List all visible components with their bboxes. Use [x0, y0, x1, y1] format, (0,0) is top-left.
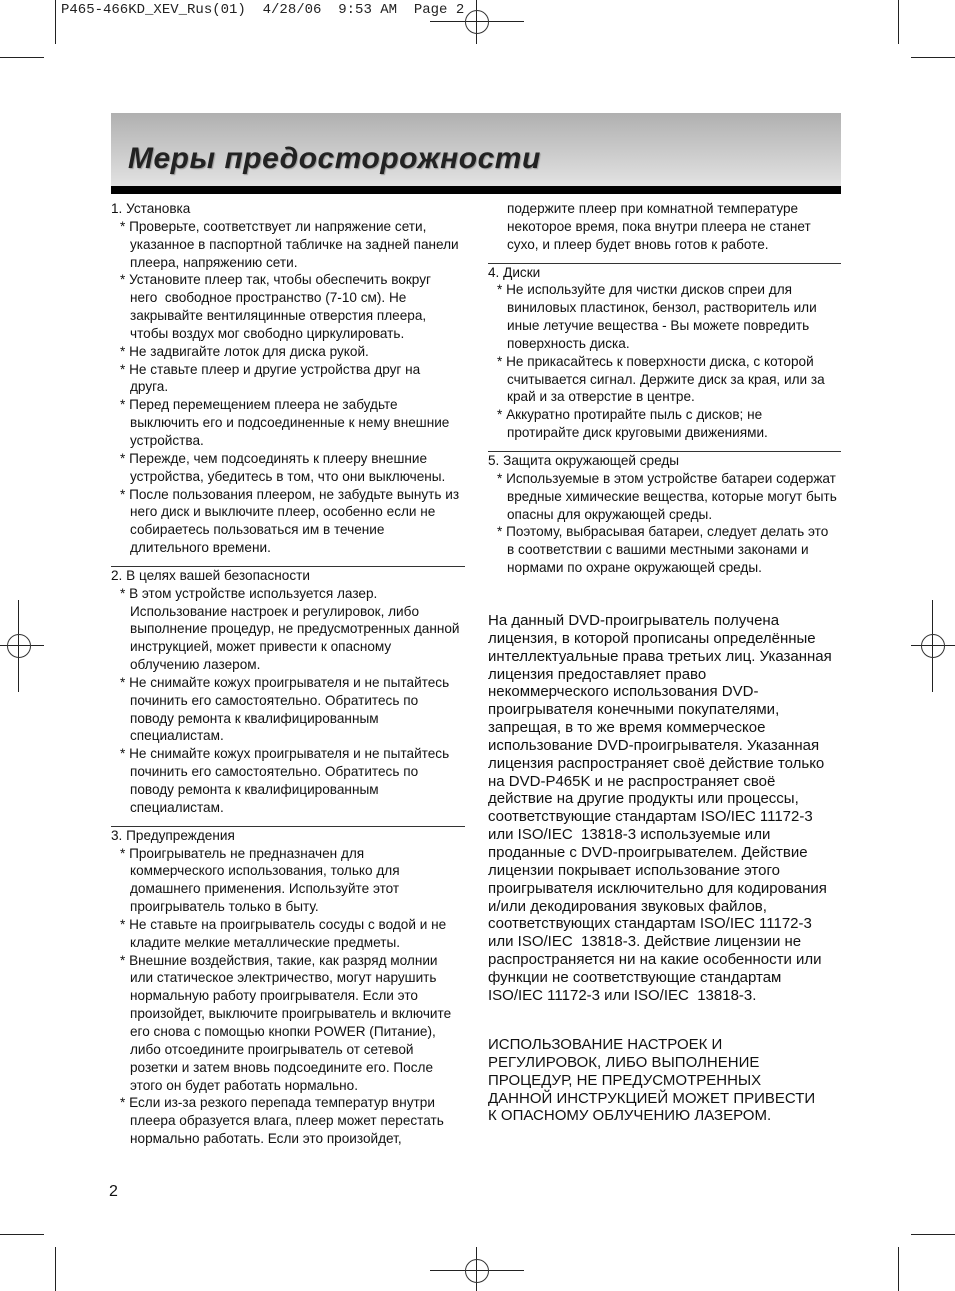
paragraph-line: проигрывателя исключительно для кодирования	[488, 879, 827, 897]
bullet-item-line: край и за отверстие в центре.	[507, 389, 695, 405]
section	[111, 826, 465, 1148]
bullet-item-line: выполнение процедур, не предусмотренных данной	[130, 621, 460, 637]
bullet-item-line: выключить его и подсоединенные к нему внешние	[130, 415, 450, 431]
bullet-item-line: * Используемые в этом устройстве батареи содержат	[497, 470, 836, 486]
license-paragraph	[488, 612, 848, 1005]
print-slug: P465-466KD_XEV_Rus(01) 4/28/06 9:53 AM Page 2	[61, 2, 465, 18]
paragraph-line: лицензия распространяет своё действие только	[488, 754, 825, 772]
paragraph-line: интеллектуальные права третьих лиц. Указанная	[488, 647, 832, 665]
paragraph-line: на DVD-P465K и не распространяет своё	[488, 772, 776, 790]
registration-circle-icon	[465, 10, 489, 34]
bullet-item-line: * Внешние воздействия, такие, как разряд молнии	[120, 952, 438, 968]
bullet-item-line: инструкцией, может привести к опасному	[130, 639, 392, 655]
bullet-item-line: закрывайте вентиляцинные отверстия плеера,	[130, 308, 427, 324]
bullet-item-line: * Поэтому, выбрасывая батареи, следует делать это	[497, 524, 829, 540]
section	[488, 200, 841, 254]
bullet-item-line: нормами по охране окружающей среды.	[507, 560, 762, 576]
bullet-item-line: починить его самостоятельно. Обратитесь по	[130, 764, 419, 780]
continued-text: сухо, и плеер будет вновь готов к работе.	[507, 236, 769, 252]
right-column	[488, 200, 841, 577]
paragraph-line: лицензии покрывает использование этого	[488, 861, 780, 879]
paragraph-line: действие на другие продукты или процессы,	[488, 790, 799, 808]
crop-mark	[898, 1247, 899, 1291]
bullet-item-line: * Не снимайте кожух проигрывателя и не пытайтесь	[120, 746, 450, 762]
warning-line: ПРОЦЕДУР, НЕ ПРЕДУСМОТРЕННЫХ	[488, 1071, 762, 1089]
bullet-item-line: поводу ремонта к квалифицированным	[130, 710, 379, 726]
bullet-item-line: * В этом устройстве используется лазер.	[120, 585, 378, 601]
bullet-item-line: опасны для окружающей среды.	[507, 506, 713, 522]
bullet-item-line: домашнего применения. Используйте этот	[130, 881, 400, 897]
bullet-item-line: него свободное пространство (7-10 см). Не	[130, 290, 407, 306]
paragraph-line: проигрывателя конечными покупателями,	[488, 701, 780, 719]
warning-line: ДАННОЙ ИНСТРУКЦИЕЙ МОЖЕТ ПРИВЕСТИ	[488, 1089, 816, 1107]
section-heading: 5. Защита окружающей среды	[488, 452, 680, 468]
paragraph-line: ISO/IEC 11172-3 или ISO/IEC 13818-3.	[488, 986, 757, 1004]
bullet-item-line: * Если из-за резкого перепада температур внутри	[120, 1095, 435, 1111]
bullet-item-line: Использование настроек и регулировок, либо	[130, 603, 419, 619]
bullet-item-line: друга.	[130, 379, 169, 395]
laser-warning	[488, 1036, 848, 1125]
section	[111, 200, 465, 557]
bullet-item-line: его снова с помощью кнопки POWER (Питание),	[130, 1023, 436, 1039]
bullet-item-line: устройства, убедитесь в том, что они выключены.	[130, 468, 446, 484]
bullet-item-line: специалистам.	[130, 728, 224, 744]
bullet-item-line: облучению лазером.	[130, 657, 261, 673]
section	[488, 451, 841, 577]
registration-circle-icon	[465, 1259, 489, 1283]
paragraph-line: функции не соответствующие стандартам	[488, 968, 782, 986]
section	[111, 566, 465, 817]
paragraph-line: проданные с DVD-проигрывателем. Действие	[488, 843, 808, 861]
page-number: 2	[109, 1183, 118, 1200]
crop-mark	[55, 1247, 56, 1291]
title-underline	[111, 186, 841, 194]
bullet-item-line: чтобы воздух мог свободно циркулировать.	[130, 325, 405, 341]
bullet-item-line: нормальную работу проигрывателя. Если это	[130, 988, 418, 1004]
bullet-item-line: * Не снимайте кожух проигрывателя и не пытайтесь	[120, 674, 450, 690]
section	[488, 263, 841, 442]
bullet-item-line: * После пользования плеером, не забудьте вынуть из	[120, 486, 460, 502]
bullet-item-line: * Не прикасайтесь к поверхности диска, с которой	[497, 353, 814, 369]
bullet-item-line: * Пережде, чем подсоединять к плееру внешние	[120, 450, 428, 466]
continued-text: подержите плеер при комнатной температуре	[507, 201, 799, 216]
paragraph-line: или ISO/IEC 13818-3. Действие лицензии не	[488, 933, 802, 951]
paragraph-line: распространяется ни на какие особенности или	[488, 951, 822, 969]
bullet-item-line: * Не используйте для чистки дисков спреи для	[497, 282, 793, 298]
bullet-item-line: * Не ставьте плеер и другие устройства друг на	[120, 361, 421, 377]
bullet-item-line: * Не ставьте на проигрыватель сосуды с водой и не	[120, 916, 447, 932]
section-heading: 3. Предупреждения	[111, 827, 235, 843]
bullet-item-line: специалистам.	[130, 799, 224, 815]
bullet-item-line: иные летучие вещества - Вы можете повредить	[507, 318, 810, 334]
bullet-item-line: поводу ремонта к квалифицированным	[130, 782, 379, 797]
bullet-item-line: нормально работать. Если это произойдет,	[130, 1131, 402, 1147]
bullet-item-line: починить его самостоятельно. Обратитесь по	[130, 692, 419, 708]
section-heading: 4. Диски	[488, 264, 541, 280]
continued-text: некоторое время, пока внутри плеера не станет	[507, 218, 811, 234]
bullet-item-line: этого он будет работать нормально.	[130, 1077, 358, 1093]
bullet-item-line: * Аккуратно протирайте пыль с дисков; не	[497, 407, 763, 423]
page-title: Меры предосторожности	[128, 142, 541, 175]
bullet-item-line: кладите мелкие металлические предметы.	[130, 934, 400, 950]
crop-mark	[898, 0, 899, 44]
paragraph-line: лицензия, в которой прописаны определённые	[488, 629, 816, 647]
bullet-item-line: считывается сигнал. Держите диск за края, или за	[507, 371, 825, 387]
bullet-item-line: протирайте диск круговыми движениями.	[507, 425, 768, 441]
bullet-item-line: * Проверьте, соответствует ли напряжение сети,	[120, 218, 427, 234]
bullet-item-line: в соответствии с вашими местными законами и	[507, 542, 809, 558]
registration-circle-icon	[921, 634, 945, 658]
bullet-item-line: коммерческого использования, только для	[130, 863, 400, 879]
section-heading: 2. В целях вашей безопасности	[111, 567, 310, 583]
bullet-item-line: указанное в паспортной табличке на задней панели	[130, 236, 459, 252]
paragraph-line: или ISO/IEC 13818-3 используемые или	[488, 826, 771, 844]
paragraph-line: соответствующие стандартам ISO/IEC 11172-3	[488, 808, 813, 826]
bullet-item-line: либо отсоедините проигрыватель от сетевой	[130, 1041, 414, 1057]
bullet-item-line: * Проигрыватель не предназначен для	[120, 845, 365, 861]
bullet-item-line: * Не задвигайте лоток для диска рукой.	[120, 343, 369, 359]
warning-line: РЕГУЛИРОВОК, ЛИБО ВЫПОЛНЕНИЕ	[488, 1053, 760, 1071]
section-heading: 1. Установка	[111, 201, 191, 216]
crop-mark	[0, 57, 44, 58]
bullet-item-line: розетки и затем вновь подсоедините его. После	[130, 1059, 434, 1075]
bullet-item-line: * Перед перемещением плеера не забудьте	[120, 397, 398, 413]
warning-line: К ОПАСНОМУ ОБЛУЧЕНИЮ ЛАЗЕРОМ.	[488, 1107, 772, 1125]
paragraph-line: запрещая, в то же время коммерческое	[488, 719, 766, 737]
bullet-item-line: плеера, напряжению сети.	[130, 254, 298, 270]
paragraph-line: некоммерческого использования DVD-	[488, 683, 759, 701]
bullet-item-line: вредные химические вещества, которые могут быть	[507, 488, 837, 504]
bullet-item-line: плеера образуется влага, плеер может перестать	[130, 1113, 444, 1129]
paragraph-line: лицензия предоставляет право	[488, 665, 707, 683]
bullet-item-line: поверхность диска.	[507, 335, 630, 351]
bullet-item-line: произойдет, выключите проигрыватель и включите	[130, 1006, 452, 1022]
registration-circle-icon	[7, 634, 31, 658]
bullet-item-line: собираетесь пользоваться им в течение	[130, 522, 385, 538]
bullet-item-line: него диск и выключите плеер, особенно если не	[130, 504, 436, 520]
paragraph-line: На данный DVD-проигрыватель получена	[488, 612, 780, 629]
bullet-item-line: устройства.	[130, 432, 204, 448]
bullet-item-line: * Установите плеер так, чтобы обеспечить вокруг	[120, 272, 431, 288]
warning-line: ИСПОЛЬЗОВАНИЕ НАСТРОЕК И	[488, 1036, 723, 1053]
paragraph-line: соответствующих стандартам ISO/IEC 11172-3	[488, 915, 812, 933]
bullet-item-line: проигрыватель только в быту.	[130, 899, 319, 915]
paragraph-line: и/или декодирования звуковых файлов,	[488, 897, 767, 915]
crop-mark	[55, 0, 56, 44]
bullet-item-line: или статическое электричество, могут нарушить	[130, 970, 437, 986]
left-column	[111, 200, 465, 1148]
crop-mark	[911, 57, 955, 58]
bullet-item-line: виниловых пластинок, бензол, растворитель или	[507, 300, 817, 316]
bullet-item-line: длительного времени.	[130, 540, 271, 556]
crop-mark	[911, 1234, 955, 1235]
paragraph-line: использование DVD-проигрывателя. Указанная	[488, 736, 820, 754]
crop-mark	[0, 1234, 44, 1235]
